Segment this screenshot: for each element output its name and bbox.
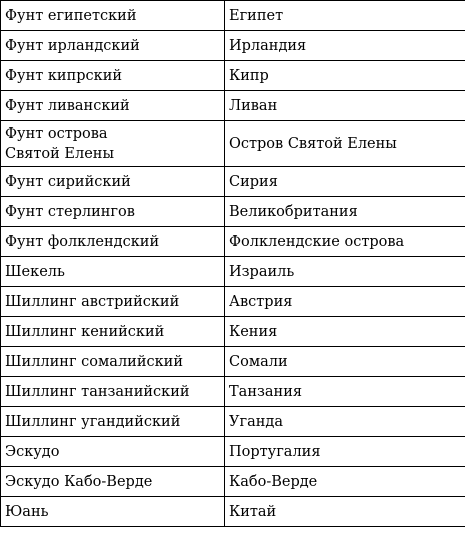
- table-row: [1, 91, 465, 121]
- currency-name-cell: Фунт египетский: [1, 1, 225, 31]
- currency-name-cell: Шиллинг угандийский: [1, 407, 225, 437]
- table-row: [1, 197, 465, 227]
- table-row: [1, 377, 465, 407]
- currency-name-cell: Фунт кипрский: [1, 61, 225, 91]
- table-row: [1, 257, 465, 287]
- currency-name-cell: Фунт ирландский: [1, 31, 225, 61]
- country-name-cell: Ирландия: [225, 31, 465, 61]
- country-name-cell: Фолклендские острова: [225, 227, 465, 257]
- currency-name-cell: Шиллинг танзанийский: [1, 377, 225, 407]
- country-name-cell: Танзания: [225, 377, 465, 407]
- table-row: [1, 31, 465, 61]
- currency-name-text: Фунт острова Святой Елены: [5, 125, 115, 162]
- table-row: [1, 287, 465, 317]
- currency-name-cell: [1, 121, 225, 167]
- country-name-cell: Египет: [225, 1, 465, 31]
- currency-name-cell: Юань: [1, 497, 225, 527]
- country-name-cell: Кения: [225, 317, 465, 347]
- table-row: [1, 317, 465, 347]
- currency-name-cell: Фунт стерлингов: [1, 197, 225, 227]
- currency-name-cell: Эскудо: [1, 437, 225, 467]
- country-name-cell: Сомали: [225, 347, 465, 377]
- currency-name-cell: Шекель: [1, 257, 225, 287]
- currency-name-cell: Фунт фолклендский: [1, 227, 225, 257]
- country-name-cell: Китай: [225, 497, 465, 527]
- table-row: [1, 121, 465, 167]
- currency-name-cell: Эскудо Кабо-Верде: [1, 467, 225, 497]
- currency-name-cell: Шиллинг австрийский: [1, 287, 225, 317]
- table-row: [1, 497, 465, 527]
- country-name-cell: Ливан: [225, 91, 465, 121]
- country-name-cell: Израиль: [225, 257, 465, 287]
- currency-name-cell: Фунт ливанский: [1, 91, 225, 121]
- table-row: [1, 437, 465, 467]
- table-row: [1, 467, 465, 497]
- table-row: [1, 167, 465, 197]
- country-name-cell: Уганда: [225, 407, 465, 437]
- country-name-cell: Остров Святой Елены: [225, 121, 465, 167]
- country-name-cell: Кипр: [225, 61, 465, 91]
- currency-name-cell: Шиллинг сомалийский: [1, 347, 225, 377]
- country-name-cell: Австрия: [225, 287, 465, 317]
- currency-name-cell: Фунт сирийский: [1, 167, 225, 197]
- country-name-cell: Сирия: [225, 167, 465, 197]
- country-name-cell: Великобритания: [225, 197, 465, 227]
- country-name-cell: Португалия: [225, 437, 465, 467]
- table-row: [1, 407, 465, 437]
- table-row: [1, 61, 465, 91]
- currency-name-cell: Шиллинг кенийский: [1, 317, 225, 347]
- table-row: [1, 227, 465, 257]
- table-row: [1, 347, 465, 377]
- country-name-cell: Кабо-Верде: [225, 467, 465, 497]
- table-row: [1, 1, 465, 31]
